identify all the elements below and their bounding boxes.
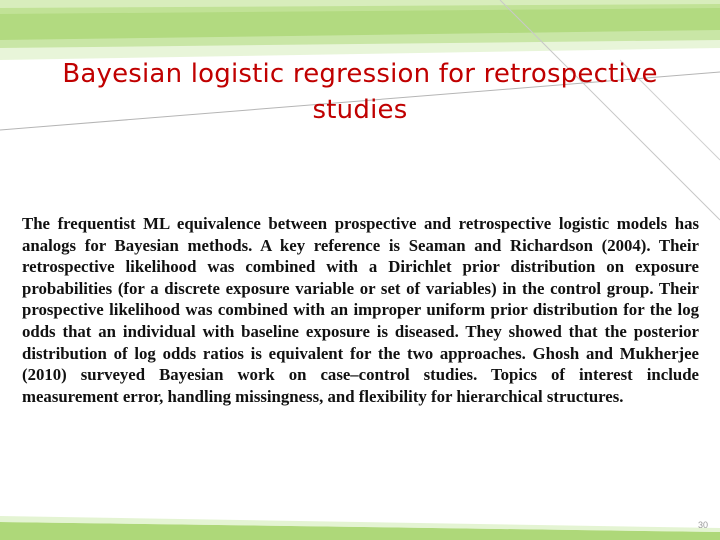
slide-title [10,56,710,128]
page-number: 30 [697,520,708,530]
slide-body-paragraph: The frequentist ML equivalence between prospective and retrospective logistic models has analogs for Bayesian methods. A key reference is Seaman and Richardson (2004). Their retrospective likelihood was combined with a Dirichlet prior distribution on exposure probabilities (for a discrete exposure variable or set of variables) in the control group. Their prospective likelihood was combined with an improper uniform prior distribution for the log odds that an individual with baseline exposure is diseased. They showed that the posterior distribution of log odds ratios is equivalent for the two approaches. Ghosh and Mukherjee (2010) surveyed Bayesian work on case–control studies. Topics of interest include measurement error, handling missingness, and flexibility for hierarchical structures. [22,214,699,406]
slide-title-line-2: studies [312,95,408,125]
slide-title-line-1: Bayesian logistic regression for retrospective [62,59,658,89]
